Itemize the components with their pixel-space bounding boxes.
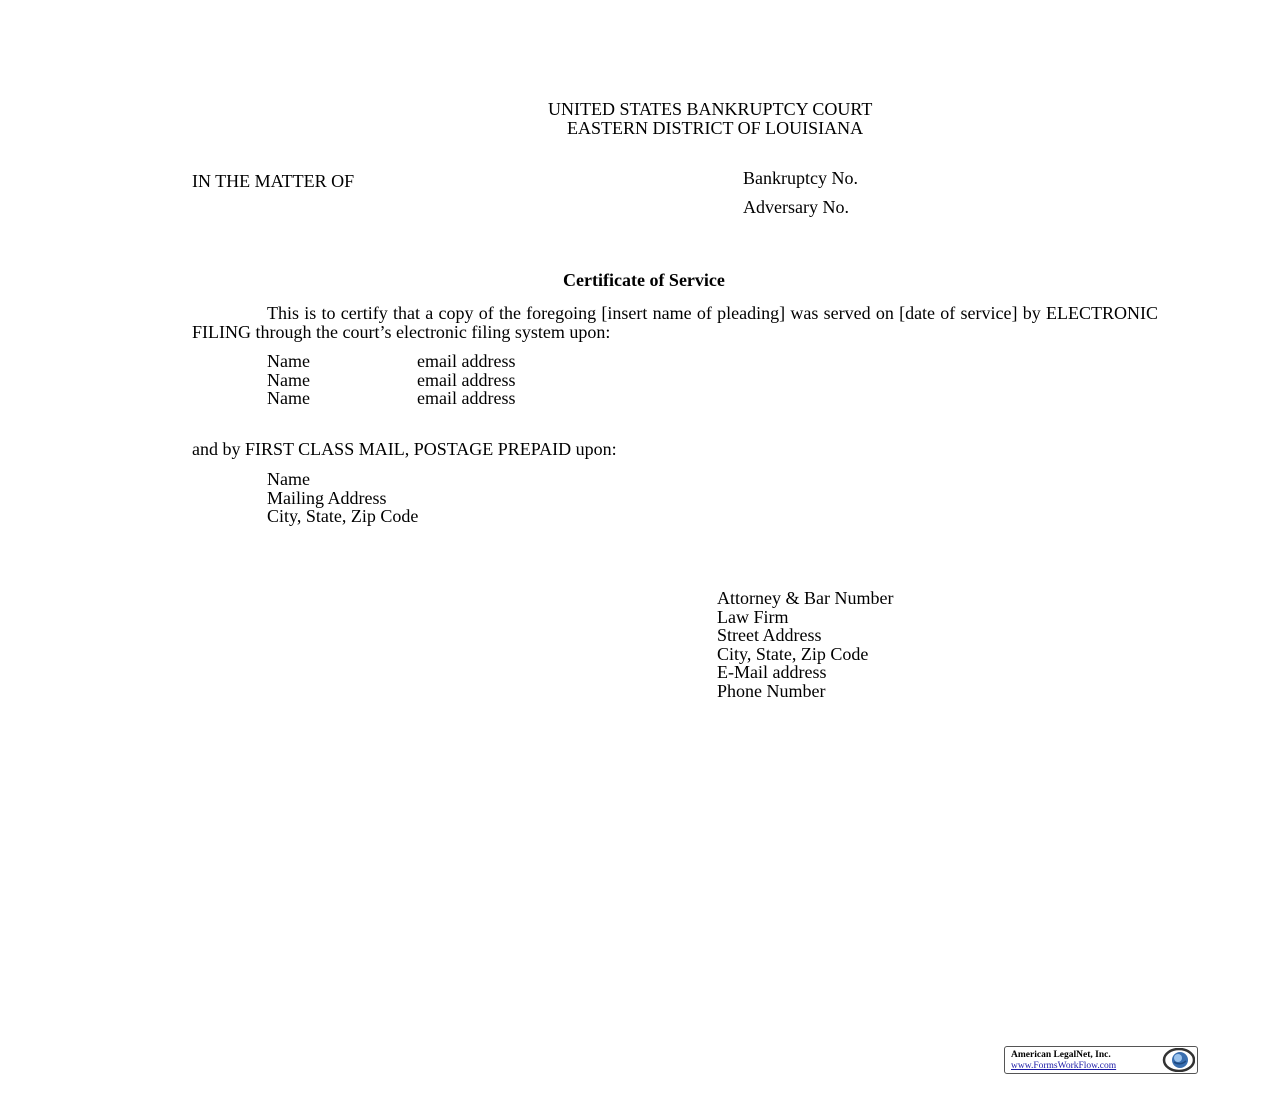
electronic-service-list [267,352,515,408]
signature-attorney: Attorney & Bar Number [717,588,894,608]
recipient-email: email address [417,369,516,390]
logo-company-name: American LegalNet, Inc. [1011,1050,1111,1060]
signature-email: E-Mail address [717,662,827,682]
signature-block [717,589,893,700]
footer-logo [1004,1046,1198,1074]
signature-street: Street Address [717,625,822,645]
mail-recipient-address: Mailing Address [267,487,387,508]
recipient-name: Name [267,388,310,408]
certification-paragraph: This is to certify that a copy of the foregoing [insert name of pleading] was served on [date of service] by ELECTRONIC FILING through the court’s electronic filing system upon: [192,303,1158,342]
list-item [267,389,515,408]
mail-recipient-city: City, State, Zip Code [267,506,419,526]
signature-firm: Law Firm [717,606,789,627]
adversary-number-label: Adversary No. [743,197,849,217]
signature-city: City, State, Zip Code [717,643,869,664]
court-name: UNITED STATES BANKRUPTCY COURT [548,99,873,119]
mail-service-paragraph: and by FIRST CLASS MAIL, POSTAGE PREPAID upon: [192,439,617,459]
recipient-email: email address [417,351,516,371]
bankruptcy-number-label: Bankruptcy No. [743,168,858,188]
court-district: EASTERN DISTRICT OF LOUISIANA [567,118,864,138]
recipient-name: Name [267,369,310,390]
mail-recipient-block [267,470,418,526]
matter-label: IN THE MATTER OF [192,171,355,191]
logo-url-link[interactable]: www.FormsWorkFlow.com [1011,1061,1117,1071]
mail-recipient-name: Name [267,469,310,489]
list-item [267,352,515,371]
recipient-name: Name [267,351,310,371]
signature-phone: Phone Number [717,680,826,701]
list-item [267,371,515,390]
document-title: Certificate of Service [563,270,725,290]
recipient-email: email address [417,388,516,408]
globe-icon [1161,1048,1195,1072]
